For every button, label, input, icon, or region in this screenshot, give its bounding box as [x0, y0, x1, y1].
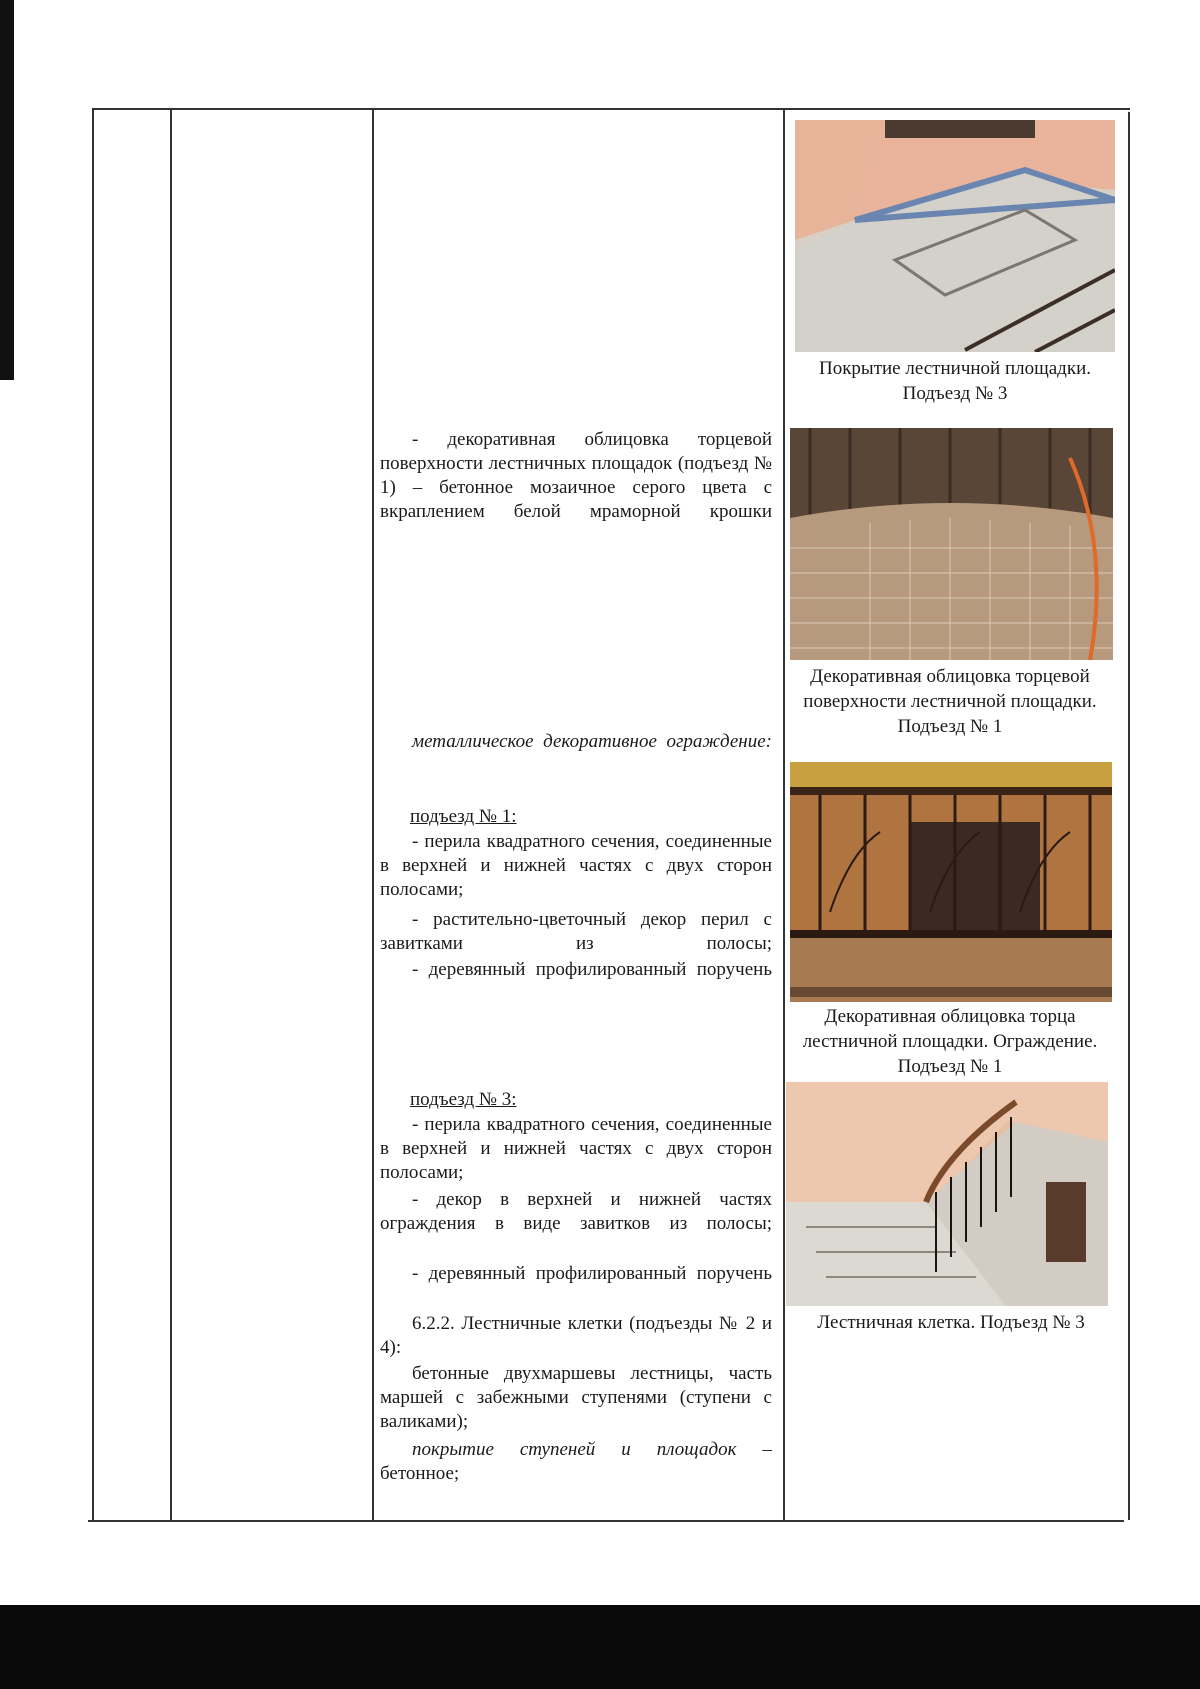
entrance-3-item-2: - декор в верхней и нижней частях ограждения в виде завитков из полосы; — [380, 1189, 772, 1234]
caption-landing-floor: Покрытие лестничной площадки. Подъезд № 3 — [818, 358, 1091, 404]
table-bottom-border — [88, 1520, 1124, 1522]
section-6-2-2: 6.2.2. Лестничные клетки (подъезды № 2 и 4): — [380, 1313, 772, 1358]
table-col-line-2 — [170, 108, 172, 1522]
stairs-description: бетонные двухмаршевы лестницы, часть маршей с забежными ступенями (ступени с валиками); — [380, 1363, 772, 1432]
table-col-line-5 — [1128, 112, 1130, 1520]
fence-heading: металлическое декоративное ограждение: — [412, 731, 772, 752]
caption-cladding: Декоративная облицовка торцевой поверхности лестничной площадки. Подъезд № 1 — [803, 666, 1097, 737]
entrance-1-item-3: - деревянный профилированный поручень — [412, 959, 772, 980]
caption-fence: Декоративная облицовка торца лестничной площадки. Ограждение. Подъезд № 1 — [802, 1006, 1098, 1077]
entrance-1-item-1: - перила квадратного сечения, соединенные в верхней и нижней частях с двух сторон полосами; — [380, 831, 772, 900]
coating-description: покрытие ступеней и площадок – — [412, 1439, 772, 1460]
scan-bottom-bar — [0, 1605, 1200, 1689]
photo-cladding — [790, 428, 1113, 660]
entrance-3-item-3: - деревянный профилированный поручень — [412, 1263, 772, 1284]
coating-description-end: бетонное; — [380, 1463, 460, 1484]
table-top-border — [92, 108, 1130, 110]
cladding-description: - декоративная облицовка торцевой поверхности лестничных площадок (подъезд № 1) – бетонное мозаичное серого цвета с вкраплением белой мраморной крошки — [380, 429, 772, 522]
entrance-3-item-1: - перила квадратного сечения, соединенные в верхней и нижней частях с двух сторон полосами; — [380, 1114, 772, 1183]
entrance-3-heading: подъезд № 3: — [410, 1089, 517, 1110]
photo-fence — [790, 762, 1112, 1002]
table-col-line-4 — [783, 110, 785, 1522]
caption-stairwell: Лестничная клетка. Подъезд № 3 — [817, 1312, 1085, 1333]
photo-landing-floor — [795, 120, 1115, 352]
table-col-line-1 — [92, 108, 94, 1522]
entrance-1-item-2: - растительно-цветочный декор перил с завитками из полосы; — [380, 909, 772, 954]
photo-stairwell — [786, 1082, 1108, 1306]
table-col-line-3 — [372, 108, 374, 1522]
entrance-1-heading: подъезд № 1: — [410, 806, 517, 827]
